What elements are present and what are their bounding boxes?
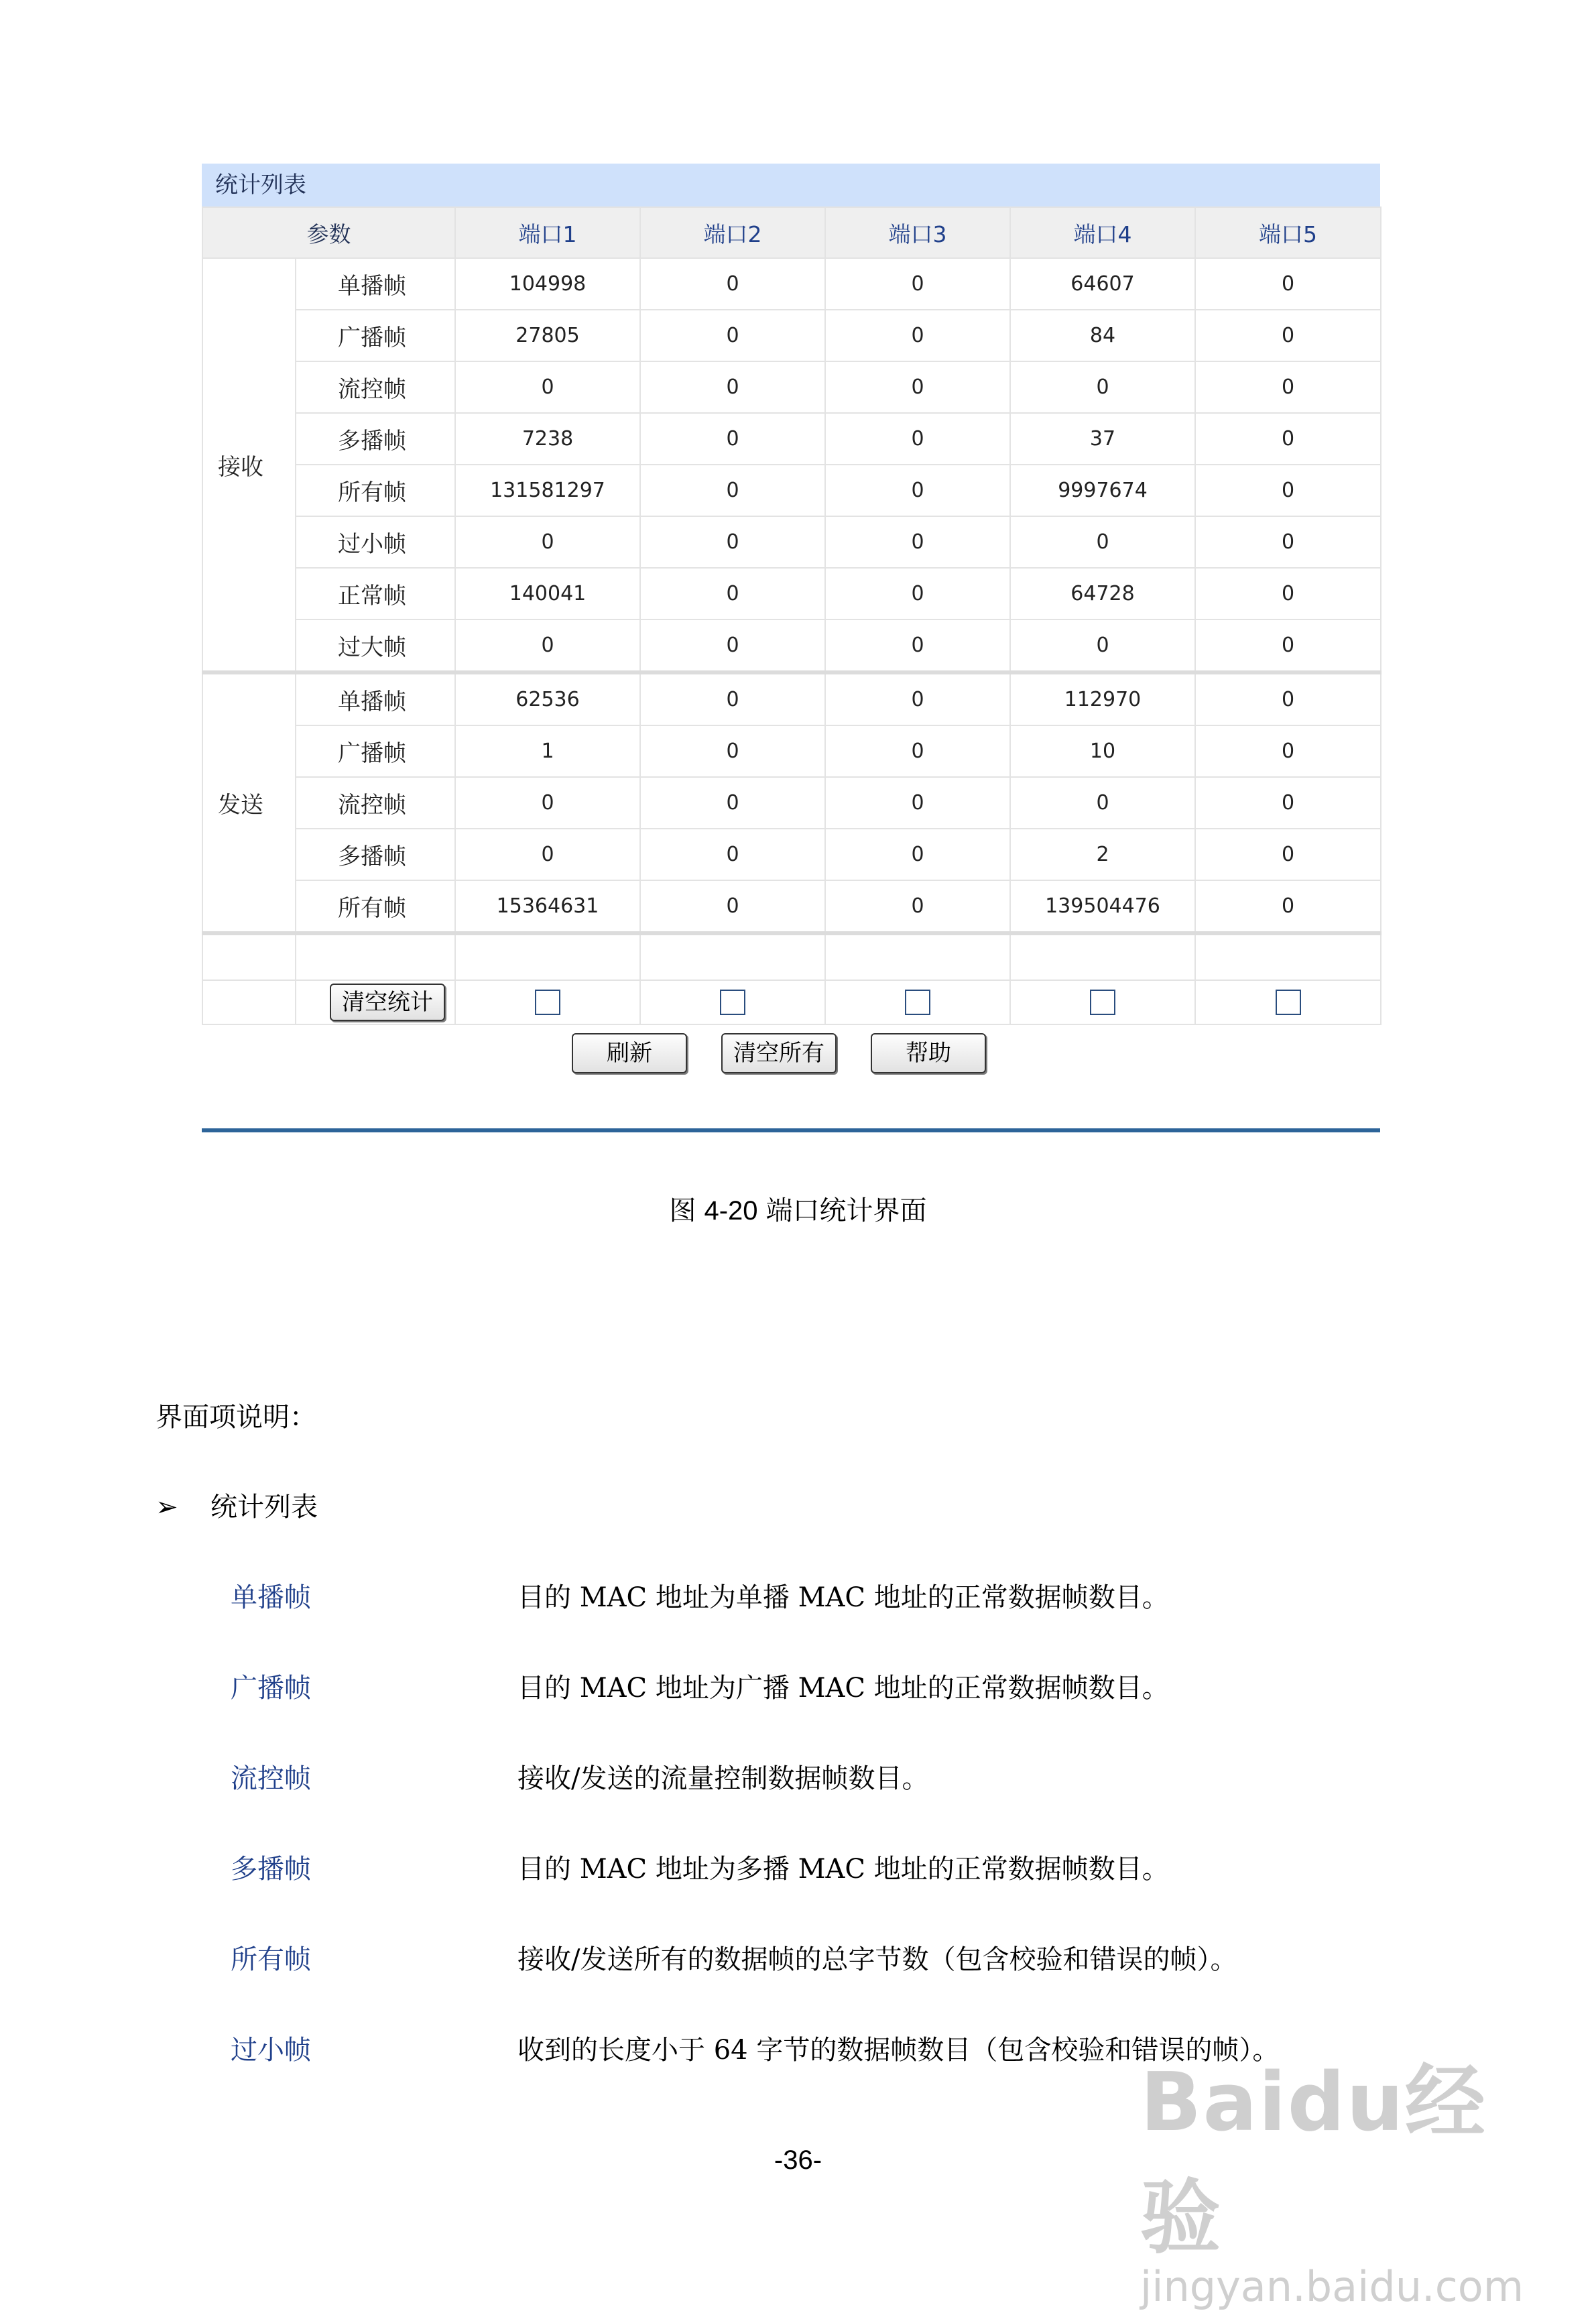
- stat-cell: 0: [640, 777, 825, 829]
- stat-cell: 0: [1195, 619, 1381, 672]
- table-row: [202, 465, 1381, 516]
- section-heading: [156, 1486, 318, 1524]
- table-row: [202, 361, 1381, 413]
- stat-cell: 112970: [1010, 672, 1195, 725]
- table-row: [202, 516, 1381, 568]
- definition-term: 广播帧: [231, 1673, 311, 1704]
- column-header-port2: 端口2: [640, 207, 825, 258]
- row-label: 多播帧: [296, 413, 455, 465]
- stat-cell: 9997674: [1010, 465, 1195, 516]
- table-row: [202, 880, 1381, 933]
- stat-cell: 15364631: [455, 880, 640, 933]
- stat-cell: 0: [640, 465, 825, 516]
- row-label: 多播帧: [296, 829, 455, 880]
- blank-cell: [1010, 933, 1195, 980]
- stat-cell: 0: [825, 619, 1010, 672]
- caption-prefix: 图: [669, 1195, 696, 1226]
- stat-cell: 0: [825, 725, 1010, 777]
- watermark-url: jingyan.baidu.com: [1140, 2262, 1524, 2311]
- stat-cell: 64728: [1010, 568, 1195, 619]
- stat-cell: 84: [1010, 310, 1195, 361]
- stat-cell: 0: [640, 880, 825, 933]
- panel-title: 统计列表: [202, 164, 1380, 206]
- stat-cell: 37: [1010, 413, 1195, 465]
- port3-clear-checkbox[interactable]: [905, 990, 930, 1015]
- table-row: [202, 258, 1381, 310]
- stat-cell: 0: [640, 258, 825, 310]
- stat-cell: 0: [1195, 413, 1381, 465]
- port4-clear-cell: [1010, 980, 1195, 1024]
- definition-term: 流控帧: [231, 1763, 311, 1794]
- port5-clear-cell: [1195, 980, 1381, 1024]
- stat-cell: 0: [640, 516, 825, 568]
- stat-cell: 0: [825, 258, 1010, 310]
- stat-cell: 0: [1195, 829, 1381, 880]
- stats-body: [202, 258, 1381, 1024]
- port4-clear-checkbox[interactable]: [1090, 990, 1115, 1015]
- group-label-receive: 接收: [202, 258, 296, 672]
- stat-cell: 2: [1010, 829, 1195, 880]
- stat-cell: 0: [1195, 777, 1381, 829]
- clear-all-button[interactable]: 清空所有: [721, 1033, 837, 1073]
- stat-cell: 0: [1195, 568, 1381, 619]
- table-row: [202, 310, 1381, 361]
- port5-clear-checkbox[interactable]: [1276, 990, 1301, 1015]
- column-header-port5: 端口5: [1195, 207, 1381, 258]
- stat-cell: 0: [455, 829, 640, 880]
- blank-cell: [296, 933, 455, 980]
- port2-clear-checkbox[interactable]: [720, 990, 745, 1015]
- definition-term: 单播帧: [231, 1582, 311, 1613]
- stat-cell: 0: [825, 361, 1010, 413]
- port2-clear-cell: [640, 980, 825, 1024]
- row-label: 流控帧: [296, 361, 455, 413]
- stat-cell: 7238: [455, 413, 640, 465]
- intro-text: 界面项说明：: [156, 1402, 316, 1433]
- stat-cell: 0: [825, 672, 1010, 725]
- table-row: [202, 568, 1381, 619]
- definition-term: 所有帧: [231, 1944, 311, 1975]
- stat-cell: 0: [1195, 725, 1381, 777]
- port1-clear-cell: [455, 980, 640, 1024]
- action-buttons: [202, 1025, 1380, 1085]
- stat-cell: 10: [1010, 725, 1195, 777]
- clear-stats-row: [202, 980, 1381, 1024]
- stat-cell: 0: [455, 516, 640, 568]
- stat-cell: 0: [825, 829, 1010, 880]
- group-label-send: 发送: [202, 672, 296, 933]
- stats-table: [202, 206, 1382, 1025]
- stat-cell: 0: [640, 361, 825, 413]
- table-row: [202, 777, 1381, 829]
- stat-cell: 0: [640, 829, 825, 880]
- page-number: -36-: [774, 2145, 822, 2175]
- stat-cell: 140041: [455, 568, 640, 619]
- stat-cell: 131581297: [455, 465, 640, 516]
- definition-desc: 目的 MAC 地址为广播 MAC 地址的正常数据帧数目。: [517, 1673, 1169, 1704]
- stat-cell: 0: [640, 725, 825, 777]
- blank-cell: [202, 933, 296, 980]
- stat-cell: 27805: [455, 310, 640, 361]
- stat-cell: 0: [640, 568, 825, 619]
- stat-cell: 104998: [455, 258, 640, 310]
- stat-cell: 0: [825, 880, 1010, 933]
- stat-cell: 0: [455, 619, 640, 672]
- blank-cell: [640, 933, 825, 980]
- stat-cell: 0: [1195, 310, 1381, 361]
- stat-cell: 0: [825, 310, 1010, 361]
- table-row: [202, 619, 1381, 672]
- column-header-port4: 端口4: [1010, 207, 1195, 258]
- stat-cell: 0: [1010, 361, 1195, 413]
- refresh-button[interactable]: 刷新: [572, 1033, 687, 1073]
- stat-cell: 0: [825, 516, 1010, 568]
- blank-cell: [825, 933, 1010, 980]
- table-header-row: [202, 207, 1381, 258]
- caption-text: 端口统计界面: [765, 1195, 927, 1226]
- stat-cell: 139504476: [1010, 880, 1195, 933]
- bullet-arrow-icon: ➢: [156, 1492, 178, 1523]
- definition-term: 过小帧: [231, 2035, 311, 2066]
- stat-cell: 0: [1195, 361, 1381, 413]
- blank-cell: [202, 980, 296, 1024]
- stat-cell: 0: [825, 568, 1010, 619]
- row-label: 所有帧: [296, 465, 455, 516]
- section-title: 统计列表: [210, 1492, 318, 1523]
- stat-cell: 0: [1195, 880, 1381, 933]
- stat-cell: 0: [1195, 672, 1381, 725]
- row-label: 单播帧: [296, 672, 455, 725]
- stat-cell: 0: [640, 672, 825, 725]
- definition-desc: 目的 MAC 地址为单播 MAC 地址的正常数据帧数目。: [517, 1582, 1169, 1613]
- blank-row: [202, 933, 1381, 980]
- row-label: 流控帧: [296, 777, 455, 829]
- column-header-port1: 端口1: [455, 207, 640, 258]
- row-label: 过小帧: [296, 516, 455, 568]
- stat-cell: 0: [455, 777, 640, 829]
- help-button[interactable]: 帮助: [871, 1033, 986, 1073]
- stat-cell: 0: [1195, 465, 1381, 516]
- watermark-logo-text: Baidu经验: [1140, 2056, 1487, 2265]
- stat-cell: 0: [1010, 777, 1195, 829]
- caption-number: 4-20: [704, 1196, 758, 1226]
- stat-cell: 0: [640, 413, 825, 465]
- definition-desc: 接收/发送所有的数据帧的总字节数（包含校验和错误的帧）。: [517, 1944, 1237, 1975]
- stat-cell: 0: [455, 361, 640, 413]
- stat-cell: 0: [1010, 516, 1195, 568]
- row-label: 所有帧: [296, 880, 455, 933]
- stat-cell: 0: [825, 465, 1010, 516]
- stat-cell: 64607: [1010, 258, 1195, 310]
- port-stats-panel: [202, 164, 1380, 1085]
- baidu-watermark: [1140, 2038, 1524, 2311]
- stat-cell: 0: [640, 310, 825, 361]
- row-label: 广播帧: [296, 725, 455, 777]
- stat-cell: 0: [825, 777, 1010, 829]
- definition-desc: 收到的长度小于 64 字节的数据帧数目（包含校验和错误的帧）。: [517, 2035, 1280, 2066]
- table-row: [202, 672, 1381, 725]
- stat-cell: 0: [1010, 619, 1195, 672]
- port1-clear-checkbox[interactable]: [535, 990, 560, 1015]
- stat-cell: 0: [1195, 258, 1381, 310]
- stat-cell: 0: [1195, 516, 1381, 568]
- table-row: [202, 829, 1381, 880]
- clear-stats-button[interactable]: 清空统计: [330, 984, 445, 1021]
- port3-clear-cell: [825, 980, 1010, 1024]
- definition-desc: 接收/发送的流量控制数据帧数目。: [517, 1763, 929, 1794]
- table-row: [202, 413, 1381, 465]
- stat-cell: 0: [640, 619, 825, 672]
- clear-stats-cell: [296, 980, 455, 1024]
- row-label: 正常帧: [296, 568, 455, 619]
- column-header-param: 参数: [202, 207, 455, 258]
- blank-cell: [1195, 933, 1381, 980]
- blank-cell: [455, 933, 640, 980]
- definition-term: 多播帧: [231, 1854, 311, 1885]
- row-label: 单播帧: [296, 258, 455, 310]
- figure-caption: [0, 1189, 1596, 1228]
- column-header-port3: 端口3: [825, 207, 1010, 258]
- row-label: 广播帧: [296, 310, 455, 361]
- row-label: 过大帧: [296, 619, 455, 672]
- table-row: [202, 725, 1381, 777]
- stat-cell: 0: [825, 413, 1010, 465]
- definition-desc: 目的 MAC 地址为多播 MAC 地址的正常数据帧数目。: [517, 1854, 1169, 1885]
- stat-cell: 1: [455, 725, 640, 777]
- stat-cell: 62536: [455, 672, 640, 725]
- panel-divider: [202, 1128, 1380, 1132]
